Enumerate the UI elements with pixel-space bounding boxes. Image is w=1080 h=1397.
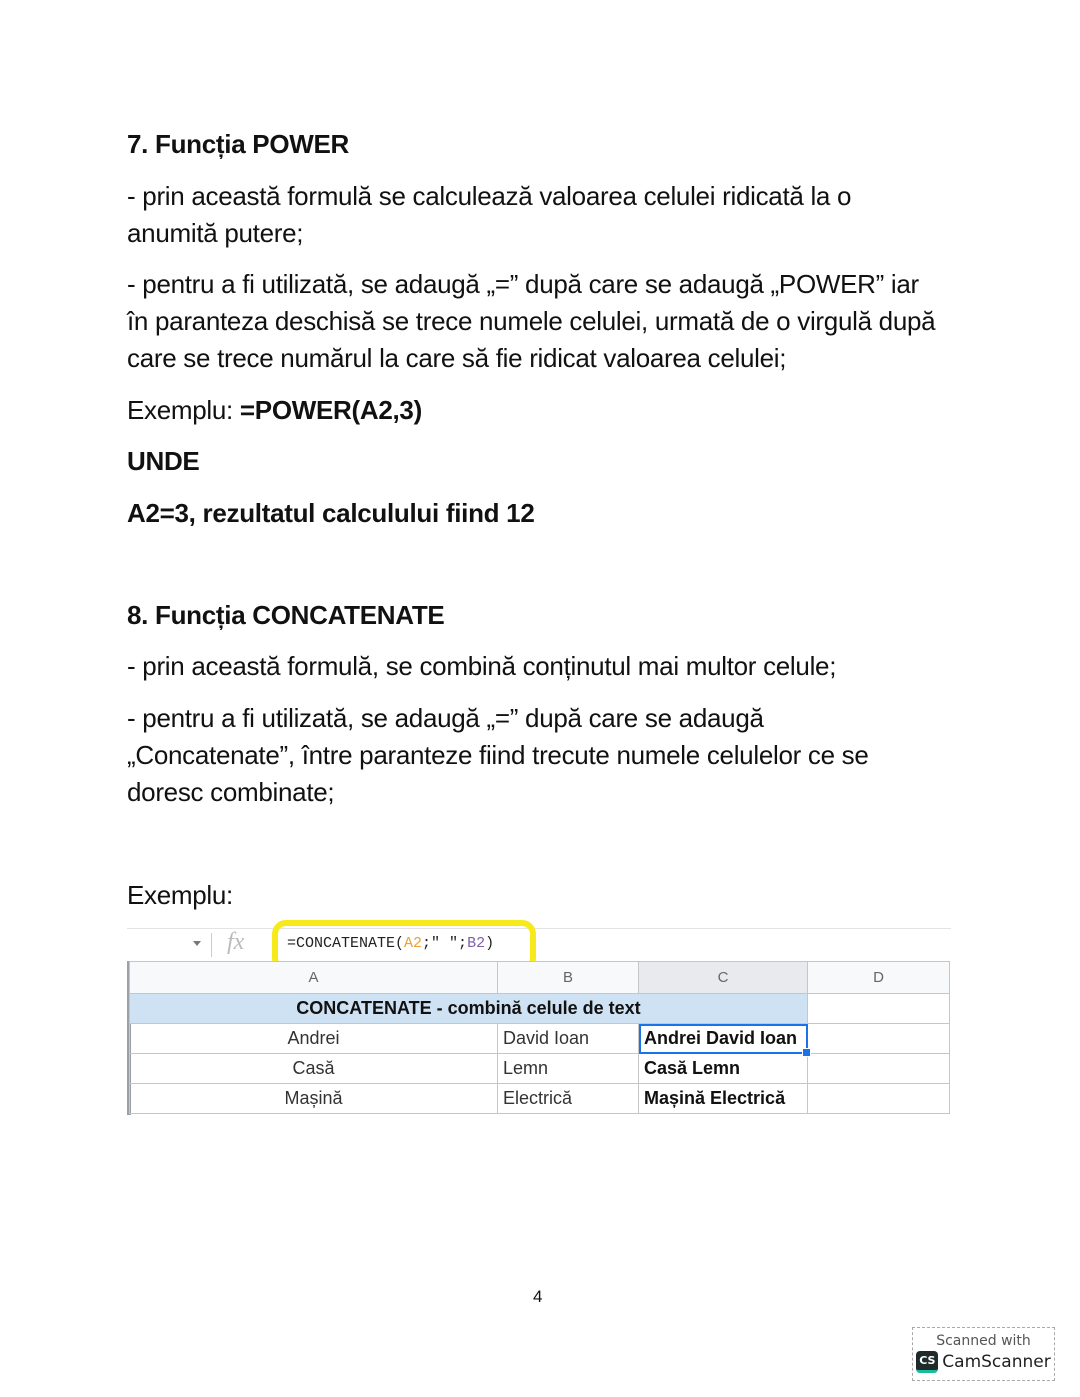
- cell[interactable]: [808, 994, 950, 1024]
- cell-a3[interactable]: Casă: [130, 1054, 498, 1084]
- text-line: doresc combinate;: [127, 777, 335, 807]
- spreadsheet-screenshot: [127, 920, 951, 1120]
- column-header-row: [130, 962, 950, 994]
- text-line: - prin această formulă se calculează valoarea celulei ridicată la o: [127, 181, 852, 211]
- section-8-heading: 8. Funcția CONCATENATE: [127, 600, 445, 630]
- dropdown-arrow-icon[interactable]: [193, 941, 201, 946]
- text-line: anumită putere;: [127, 218, 304, 248]
- example-formula: =POWER(A2,3): [239, 395, 422, 425]
- table-row: [130, 1084, 950, 1114]
- unde-label: UNDE: [127, 446, 200, 476]
- column-header-a[interactable]: A: [130, 962, 498, 994]
- text-line: „Concatenate”, între paranteze fiind trecute numele celulelor ce se: [127, 740, 869, 770]
- spreadsheet-grid: [129, 961, 950, 1114]
- cell[interactable]: [808, 1024, 950, 1054]
- section-8-example-label: Exemplu:: [127, 880, 233, 910]
- section-8-paragraph-2: [127, 700, 967, 811]
- formula-bar: [127, 928, 951, 961]
- cell-b3[interactable]: Lemn: [498, 1054, 639, 1084]
- column-header-d[interactable]: D: [808, 962, 950, 994]
- camscanner-watermark: [912, 1327, 1055, 1381]
- power-result: A2=3, rezultatul calculului fiind 12: [127, 498, 535, 528]
- cell-c4[interactable]: Mașină Electrică: [639, 1084, 808, 1114]
- camscanner-brand: [913, 1351, 1054, 1373]
- scanned-with-label: Scanned with: [936, 1333, 1031, 1349]
- formula-text: =CONCATENATE(: [287, 935, 405, 952]
- text-line: care se trece numărul la care să fie ridicat valoarea celulei;: [127, 343, 787, 373]
- section-8-paragraph-1: - prin această formulă, se combină conținutul mai multor celule;: [127, 651, 837, 681]
- formula-text: ;" ";: [422, 935, 468, 952]
- table-row: [130, 994, 950, 1024]
- page-number: 4: [533, 1287, 543, 1306]
- section-7-paragraph-2: [127, 266, 967, 377]
- table-row: [130, 1054, 950, 1084]
- cell-c3[interactable]: Casă Lemn: [639, 1054, 808, 1084]
- cell-c2-selected[interactable]: [639, 1024, 808, 1054]
- formula-ref-a2: A2: [404, 935, 423, 952]
- cell-b4[interactable]: Electrică: [498, 1084, 639, 1114]
- column-header-b[interactable]: B: [498, 962, 639, 994]
- example-label: Exemplu:: [127, 395, 240, 425]
- cell-a2[interactable]: Andrei: [130, 1024, 498, 1054]
- cell[interactable]: [808, 1054, 950, 1084]
- text-line: în paranteza deschisă se trece numele celulei, urmată de o virgulă după: [127, 306, 936, 336]
- cell[interactable]: [808, 1084, 950, 1114]
- section-7-heading: 7. Funcția POWER: [127, 129, 350, 159]
- cell-value: Andrei David Ioan: [644, 1028, 798, 1048]
- text-line: - pentru a fi utilizată, se adaugă „=” după care se adaugă „POWER” iar: [127, 269, 919, 299]
- section-7-paragraph-1: [127, 178, 967, 252]
- formula-ref-b2: B2: [467, 935, 486, 952]
- fill-handle[interactable]: [802, 1048, 811, 1057]
- cell-a4[interactable]: Mașină: [130, 1084, 498, 1114]
- divider: [211, 933, 212, 957]
- camscanner-logo-icon: CS: [916, 1351, 938, 1373]
- camscanner-name: CamScanner: [942, 1352, 1051, 1372]
- formula-text: ): [485, 935, 495, 952]
- column-header-c[interactable]: C: [639, 962, 808, 994]
- text-line: - pentru a fi utilizată, se adaugă „=” după care se adaugă: [127, 703, 764, 733]
- table-row: [130, 1024, 950, 1054]
- merged-title-cell[interactable]: CONCATENATE - combină celule de text: [130, 994, 808, 1024]
- cell-b2[interactable]: David Ioan: [498, 1024, 639, 1054]
- section-7-example: [127, 392, 967, 429]
- fx-icon: fx: [227, 929, 245, 955]
